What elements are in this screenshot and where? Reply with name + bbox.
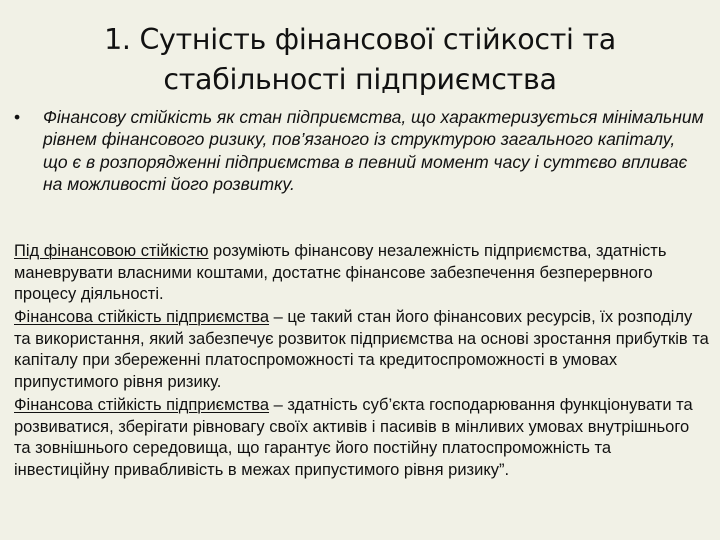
title-line-2: стабільності підприємства — [163, 63, 557, 96]
bullet-item — [14, 106, 704, 196]
definition-text: розуміють фінансову незалежність підприємства, здатність маневрувати власними коштами, достатнє фінансове забезпечення безперервного процесу діяльності. — [14, 242, 667, 304]
definition-term: Під фінансовою стійкістю — [14, 242, 209, 260]
bullet-text: Фінансову стійкість як стан підприємства, що характеризується мінімальним рівнем фінансового ризику, пов’язаного із структурою загального капіталу, що є в розпорядженні підприємства в певний момент часу і суттєво впливає на можливості його розвитку. — [43, 107, 704, 195]
title-line-1: 1. Сутність фінансової стійкості та — [104, 23, 616, 56]
definition-paragraph-3 — [14, 395, 710, 481]
definition-text: – здатність суб’єкта господарювання функціонувати та розвиватися, зберігати рівновагу своїх активів і пасивів в мінливих умовах внутрішнього та зовнішнього середовища, що гарантує його постійну платоспроможність та інвестиційну привабливість в межах припустимого рівня ризику”. — [14, 396, 693, 479]
definition-text: – це такий стан його фінансових ресурсів, їх розподілу та використання, який забезпечує розвиток підприємства на основі зростання прибутків та капіталу при збереженні платоспроможності та кредитоспроможності в умовах припустимого рівня ризику. — [14, 308, 709, 392]
bullet-symbol: • — [14, 107, 21, 127]
page-title — [40, 20, 680, 100]
definition-paragraph-2 — [14, 307, 710, 393]
definitions-body — [14, 241, 710, 483]
definition-term: Фінансова стійкість підприємства — [14, 396, 270, 415]
definition-paragraph-1 — [14, 241, 710, 306]
definition-term: Фінансова стійкість підприємства — [14, 308, 270, 327]
